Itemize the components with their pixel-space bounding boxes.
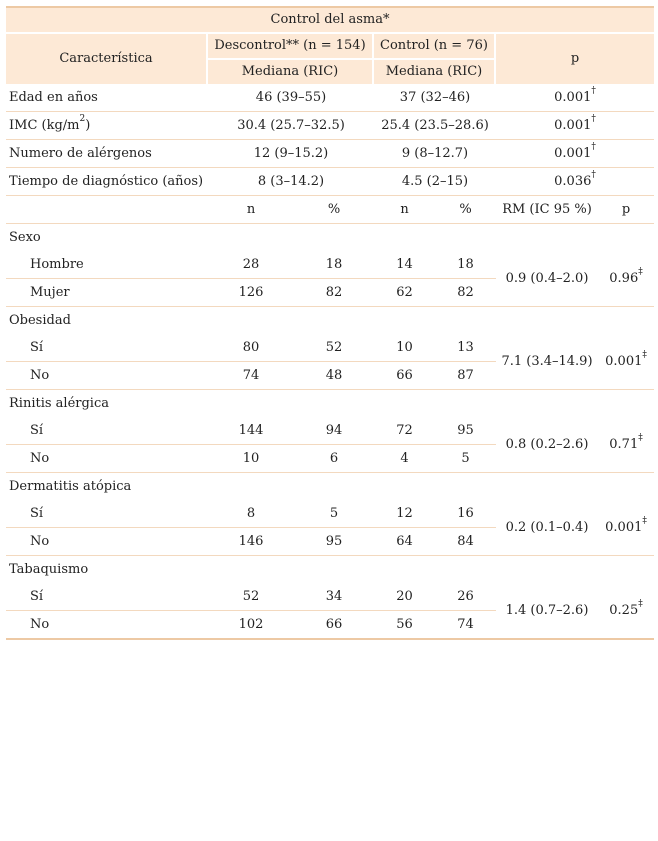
- p-footnote-mark: †: [591, 86, 596, 97]
- uncontrolled-median: 8 (3–14.2): [208, 168, 374, 196]
- sub-median-uncontrolled: Mediana (RIC): [208, 60, 374, 84]
- group-row: [6, 307, 654, 334]
- group-label: Dermatitis atópica: [6, 473, 654, 500]
- controlled-pct: 82: [435, 279, 496, 307]
- p-value-cell: [598, 251, 654, 307]
- row-label-part: 2: [79, 114, 86, 125]
- controlled-pct: 74: [435, 611, 496, 640]
- subheader-p: p: [598, 196, 654, 224]
- table-row: [6, 140, 654, 168]
- col-controlled-header: Control (n = 76): [374, 34, 496, 60]
- p-value: 0.001: [554, 145, 592, 161]
- uncontrolled-pct: 6: [294, 445, 374, 473]
- category-label: No: [6, 611, 208, 640]
- odds-ratio-cell: 7.1 (3.4–14.9): [496, 334, 598, 390]
- subheader-rm: RM (IC 95 %): [496, 196, 598, 224]
- controlled-pct: 26: [435, 583, 496, 611]
- controlled-median: 25.4 (23.5–28.6): [374, 112, 496, 140]
- uncontrolled-n: 74: [208, 362, 294, 390]
- p-value: 0.001: [605, 353, 643, 369]
- category-label: Sí: [6, 417, 208, 445]
- p-footnote-mark: ‡: [642, 350, 647, 361]
- group-label: Obesidad: [6, 307, 654, 334]
- controlled-pct: 87: [435, 362, 496, 390]
- controlled-n: 12: [374, 500, 435, 528]
- controlled-n: 14: [374, 251, 435, 279]
- controlled-pct: 16: [435, 500, 496, 528]
- uncontrolled-pct: 18: [294, 251, 374, 279]
- controlled-median: 9 (8–12.7): [374, 140, 496, 168]
- p-footnote-mark: †: [591, 114, 596, 125]
- col-p-header: p: [496, 34, 654, 84]
- row-label: Tiempo de diagnóstico (años): [6, 168, 208, 196]
- controlled-pct: 13: [435, 334, 496, 362]
- uncontrolled-pct: 82: [294, 279, 374, 307]
- subheader-pct2: %: [435, 196, 496, 224]
- p-value-cell: [496, 140, 654, 168]
- uncontrolled-pct: 34: [294, 583, 374, 611]
- controlled-pct: 18: [435, 251, 496, 279]
- group-row: [6, 556, 654, 583]
- category-label: Sí: [6, 500, 208, 528]
- controlled-n: 56: [374, 611, 435, 640]
- odds-ratio-cell: 0.8 (0.2–2.6): [496, 417, 598, 473]
- p-footnote-mark: ‡: [642, 516, 647, 527]
- subheader-pct1: %: [294, 196, 374, 224]
- group-label: Sexo: [6, 224, 654, 251]
- col-feature-header: Característica: [6, 34, 208, 84]
- controlled-n: 64: [374, 528, 435, 556]
- controlled-n: 20: [374, 583, 435, 611]
- uncontrolled-median: 30.4 (25.7–32.5): [208, 112, 374, 140]
- subheader-n1: n: [208, 196, 294, 224]
- row-label: Edad en años: [6, 84, 208, 112]
- p-footnote-mark: ‡: [638, 433, 643, 444]
- uncontrolled-pct: 52: [294, 334, 374, 362]
- results-table-container: [6, 6, 654, 640]
- p-value-cell: [598, 334, 654, 390]
- p-value-cell: [598, 583, 654, 640]
- results-table: [6, 6, 654, 640]
- uncontrolled-n: 144: [208, 417, 294, 445]
- p-value-cell: [496, 84, 654, 112]
- p-value: 0.96: [609, 270, 639, 286]
- controlled-pct: 5: [435, 445, 496, 473]
- group-title: Control del asma*: [6, 6, 654, 34]
- uncontrolled-pct: 94: [294, 417, 374, 445]
- uncontrolled-n: 102: [208, 611, 294, 640]
- uncontrolled-pct: 66: [294, 611, 374, 640]
- p-value: 0.25: [609, 602, 639, 618]
- uncontrolled-n: 146: [208, 528, 294, 556]
- controlled-pct: 95: [435, 417, 496, 445]
- controlled-n: 10: [374, 334, 435, 362]
- uncontrolled-median: 46 (39–55): [208, 84, 374, 112]
- controlled-n: 62: [374, 279, 435, 307]
- odds-ratio-cell: 0.2 (0.1–0.4): [496, 500, 598, 556]
- p-footnote-mark: †: [591, 170, 596, 181]
- uncontrolled-n: 8: [208, 500, 294, 528]
- table-row: [6, 500, 654, 528]
- uncontrolled-n: 80: [208, 334, 294, 362]
- p-footnote-mark: ‡: [638, 267, 643, 278]
- uncontrolled-pct: 48: [294, 362, 374, 390]
- category-label: Sí: [6, 583, 208, 611]
- category-label: No: [6, 445, 208, 473]
- odds-ratio-cell: 0.9 (0.4–2.0): [496, 251, 598, 307]
- header-row-group: [6, 6, 654, 34]
- subheader-row: [6, 196, 654, 224]
- table-row: [6, 251, 654, 279]
- row-label: Numero de alérgenos: [6, 140, 208, 168]
- uncontrolled-pct: 5: [294, 500, 374, 528]
- controlled-median: 37 (32–46): [374, 84, 496, 112]
- row-label-part: IMC (kg/m: [9, 117, 80, 133]
- table-row: [6, 417, 654, 445]
- category-label: Sí: [6, 334, 208, 362]
- category-label: Hombre: [6, 251, 208, 279]
- odds-ratio-cell: 1.4 (0.7–2.6): [496, 583, 598, 640]
- p-value-cell: [598, 417, 654, 473]
- category-label: Mujer: [6, 279, 208, 307]
- uncontrolled-n: 52: [208, 583, 294, 611]
- controlled-n: 66: [374, 362, 435, 390]
- row-label: [6, 112, 208, 140]
- group-row: [6, 473, 654, 500]
- table-row: [6, 168, 654, 196]
- controlled-n: 72: [374, 417, 435, 445]
- row-label-part: ): [85, 117, 91, 133]
- p-value: 0.71: [609, 436, 639, 452]
- group-label: Tabaquismo: [6, 556, 654, 583]
- controlled-n: 4: [374, 445, 435, 473]
- controlled-pct: 84: [435, 528, 496, 556]
- controlled-median: 4.5 (2–15): [374, 168, 496, 196]
- subheader-empty: [6, 196, 208, 224]
- header-row-columns: [6, 34, 654, 60]
- p-value-cell: [598, 500, 654, 556]
- sub-median-controlled: Mediana (RIC): [374, 60, 496, 84]
- subheader-n2: n: [374, 196, 435, 224]
- group-row: [6, 390, 654, 417]
- uncontrolled-n: 10: [208, 445, 294, 473]
- p-footnote-mark: ‡: [638, 599, 643, 610]
- table-row: [6, 334, 654, 362]
- uncontrolled-n: 126: [208, 279, 294, 307]
- table-row: [6, 112, 654, 140]
- group-label: Rinitis alérgica: [6, 390, 654, 417]
- p-value: 0.036: [554, 173, 592, 189]
- table-row: [6, 583, 654, 611]
- col-uncontrolled-header: Descontrol** (n = 154): [208, 34, 374, 60]
- p-value: 0.001: [554, 117, 592, 133]
- p-value: 0.001: [554, 89, 592, 105]
- uncontrolled-n: 28: [208, 251, 294, 279]
- group-row: [6, 224, 654, 251]
- category-label: No: [6, 362, 208, 390]
- p-value: 0.001: [605, 519, 643, 535]
- table-row: [6, 84, 654, 112]
- p-value-cell: [496, 112, 654, 140]
- p-value-cell: [496, 168, 654, 196]
- uncontrolled-median: 12 (9–15.2): [208, 140, 374, 168]
- p-footnote-mark: †: [591, 142, 596, 153]
- uncontrolled-pct: 95: [294, 528, 374, 556]
- category-label: No: [6, 528, 208, 556]
